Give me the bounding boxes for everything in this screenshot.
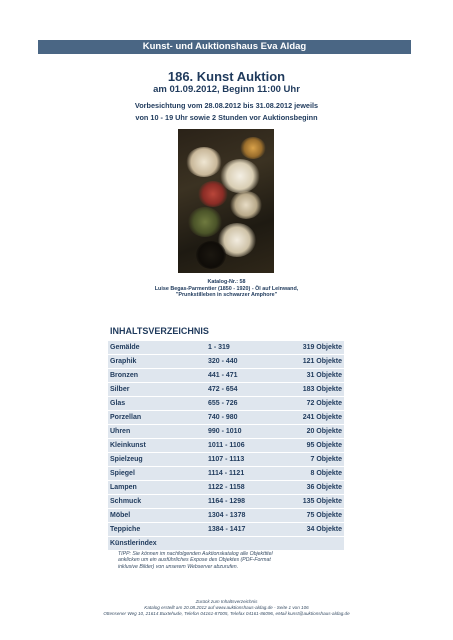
toc-range: 655 - 726 <box>206 397 280 411</box>
toc-row[interactable] <box>108 411 344 425</box>
toc-range: 1122 - 1158 <box>206 481 280 495</box>
toc-range <box>206 537 280 551</box>
toc-category-link[interactable]: Glas <box>108 397 206 411</box>
toc-category-link[interactable]: Bronzen <box>108 369 206 383</box>
toc-row[interactable] <box>108 369 344 383</box>
toc-category-link[interactable]: Gemälde <box>108 341 206 355</box>
toc-range: 1164 - 1298 <box>206 495 280 509</box>
catalog-work: "Prunkstilleben in schwarzer Amphore" <box>175 292 278 299</box>
toc-count: 183 Objekte <box>280 383 344 397</box>
toc-row[interactable] <box>108 495 344 509</box>
toc-row[interactable] <box>108 537 344 551</box>
toc-category-link[interactable]: Kleinkunst <box>108 439 206 453</box>
toc-range: 1107 - 1113 <box>206 453 280 467</box>
toc-count: 75 Objekte <box>280 509 344 523</box>
toc-count: 7 Objekte <box>280 453 344 467</box>
toc-category-link[interactable]: Spielzeug <box>108 453 206 467</box>
tip-line-2: anklicken um ein ausführliches Expose des Objektes (PDF-Format <box>118 557 271 564</box>
toc-table <box>108 341 344 551</box>
toc-category-link[interactable]: Lampen <box>108 481 206 495</box>
toc-range: 1 - 319 <box>206 341 280 355</box>
toc-range: 320 - 440 <box>206 355 280 369</box>
catalog-caption <box>0 279 453 299</box>
toc-count: 135 Objekte <box>280 495 344 509</box>
preview-info <box>0 100 453 124</box>
preview-line-2: von 10 - 19 Uhr sowie 2 Stunden vor Auktionsbeginn <box>135 113 318 122</box>
toc-row[interactable] <box>108 467 344 481</box>
toc-category-link[interactable]: Graphik <box>108 355 206 369</box>
footer-address: Ottensener Weg 10, 21614 Buxtehude, Telefon 04161-87005, Telefax 04161-86096, eMail kunst@auktionshaus-aldag.de <box>103 611 350 616</box>
toc-count: 72 Objekte <box>280 397 344 411</box>
toc-count: 20 Objekte <box>280 425 344 439</box>
toc-row[interactable] <box>108 355 344 369</box>
toc-range: 740 - 980 <box>206 411 280 425</box>
toc-category-link[interactable]: Porzellan <box>108 411 206 425</box>
toc-row[interactable] <box>108 383 344 397</box>
toc-category-link[interactable]: Spiegel <box>108 467 206 481</box>
toc-count: 95 Objekte <box>280 439 344 453</box>
toc-row[interactable] <box>108 425 344 439</box>
catalog-number: Katalog-Nr.: 58 <box>207 279 246 285</box>
auction-date: am 01.09.2012, Beginn 11:00 Uhr <box>153 84 300 95</box>
toc-row[interactable] <box>108 341 344 355</box>
company-name: Kunst- und Auktionshaus Eva Aldag <box>142 41 307 52</box>
footer-catalog-info: Katalog erstellt am 20.08.2012 auf www.auktionshaus-aldag.de - Seite 1 von 106 <box>144 605 309 610</box>
toc-row[interactable] <box>108 453 344 467</box>
catalog-artist: Luise Begas-Parmentier (1850 - 1920) - Öl auf Leinwand, <box>154 285 299 292</box>
tip-line-3: inklusive Bilder) von unserem Webserver abzurufen. <box>118 563 239 570</box>
toc-count <box>280 537 344 551</box>
toc-count: 121 Objekte <box>280 355 344 369</box>
toc-range: 472 - 654 <box>206 383 280 397</box>
tip-line-1: TIPP: Sie können im nachfolgenden Auktionskatalog alle Objekttitel <box>118 551 273 557</box>
toc-row[interactable] <box>108 439 344 453</box>
toc-title: INHALTSVERZEICHNIS <box>110 326 209 336</box>
back-to-toc-link[interactable]: Zurück zum Inhaltsverzeichnis <box>195 599 258 604</box>
featured-painting[interactable] <box>178 129 274 273</box>
toc-category-link[interactable]: Uhren <box>108 425 206 439</box>
toc-range: 441 - 471 <box>206 369 280 383</box>
toc-count: 319 Objekte <box>280 341 344 355</box>
auction-title: 186. Kunst Auktion <box>167 69 286 84</box>
toc-row[interactable] <box>108 481 344 495</box>
tip-text <box>118 551 358 570</box>
toc-category-link[interactable]: Künstlerindex <box>108 537 206 551</box>
preview-line-1: Vorbesichtung vom 28.08.2012 bis 31.08.2012 jeweils <box>134 101 319 110</box>
toc-range: 1011 - 1106 <box>206 439 280 453</box>
toc-range: 1114 - 1121 <box>206 467 280 481</box>
toc-category-link[interactable]: Schmuck <box>108 495 206 509</box>
toc-count: 36 Objekte <box>280 481 344 495</box>
toc-count: 241 Objekte <box>280 411 344 425</box>
toc-count: 34 Objekte <box>280 523 344 537</box>
toc-row[interactable] <box>108 523 344 537</box>
toc-category-link[interactable]: Möbel <box>108 509 206 523</box>
toc-row[interactable] <box>108 397 344 411</box>
toc-range: 1304 - 1378 <box>206 509 280 523</box>
toc-count: 8 Objekte <box>280 467 344 481</box>
toc-range: 1384 - 1417 <box>206 523 280 537</box>
footer <box>0 599 453 617</box>
toc-category-link[interactable]: Silber <box>108 383 206 397</box>
toc-row[interactable] <box>108 509 344 523</box>
toc-range: 990 - 1010 <box>206 425 280 439</box>
toc-count: 31 Objekte <box>280 369 344 383</box>
header-bar <box>38 40 411 54</box>
toc-category-link[interactable]: Teppiche <box>108 523 206 537</box>
